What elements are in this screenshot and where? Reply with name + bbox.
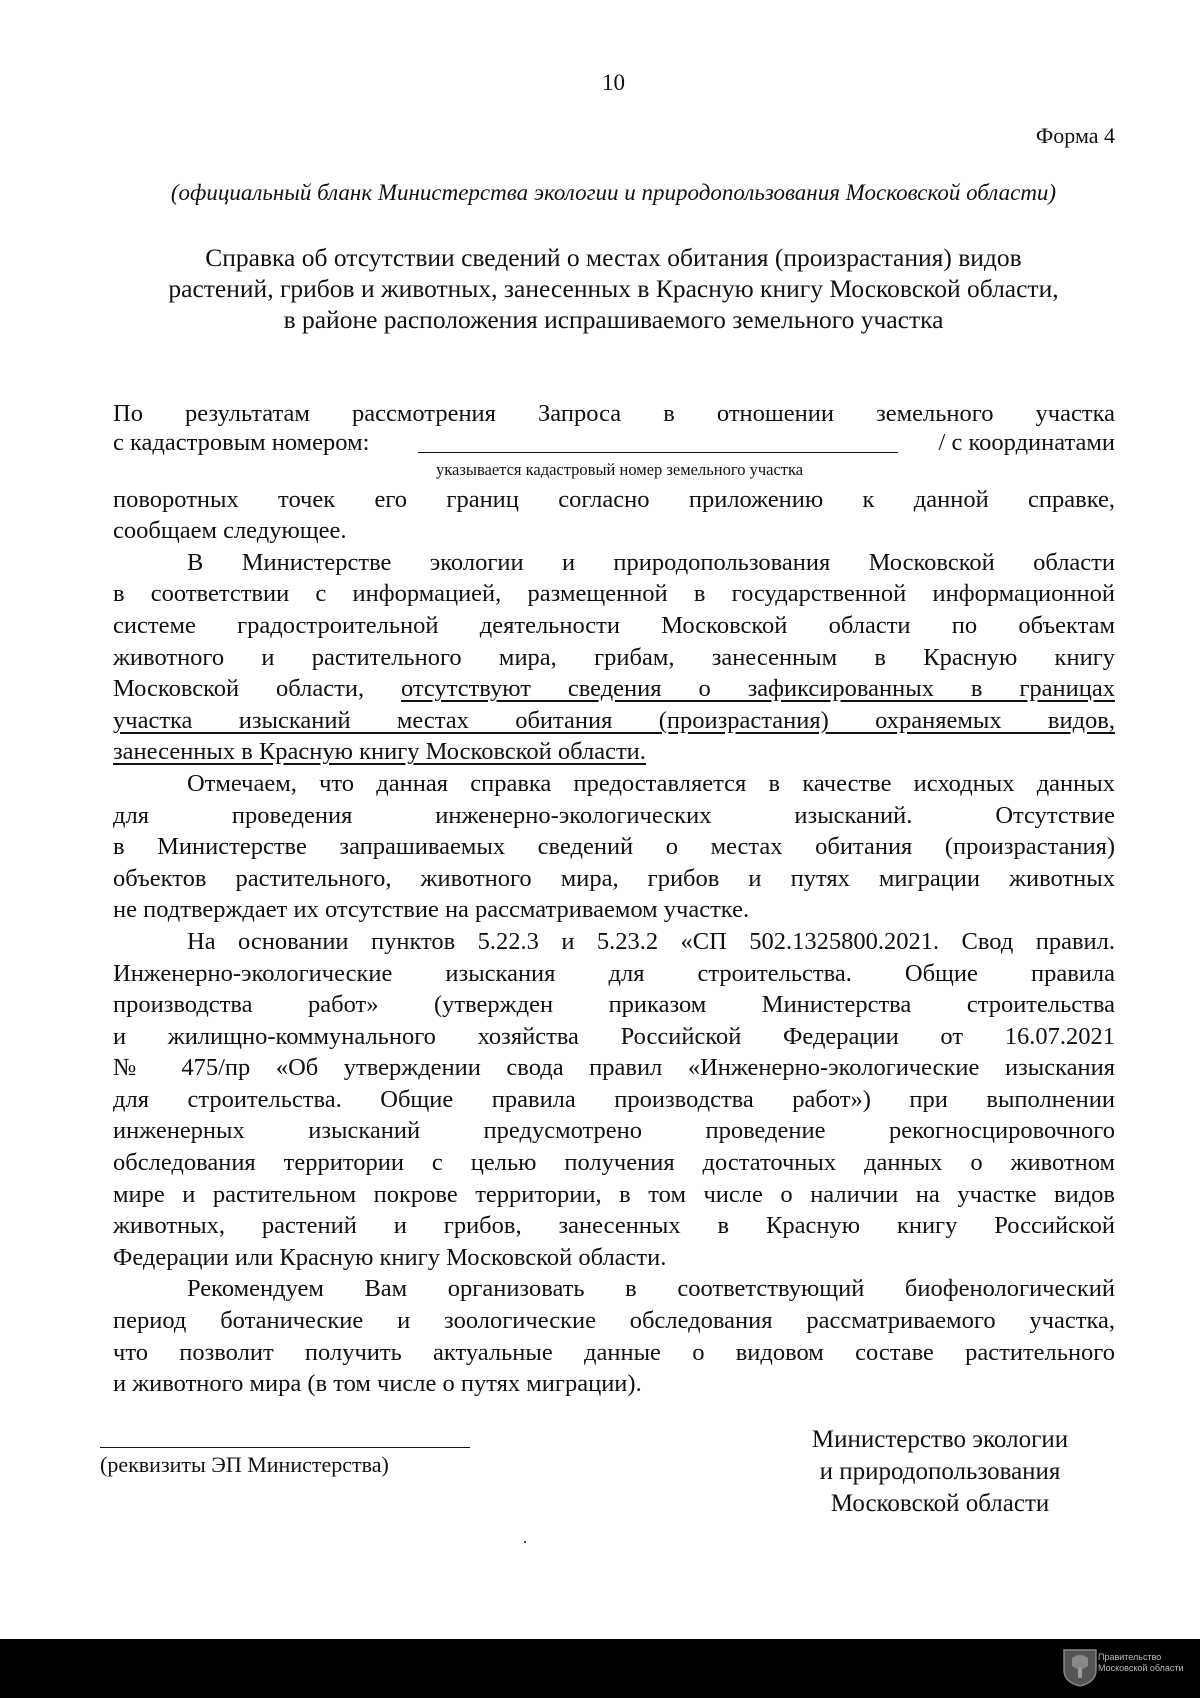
signature-rule xyxy=(100,1447,470,1448)
document-title xyxy=(100,242,1127,335)
coordinates-label: / с координатами xyxy=(938,428,1115,456)
paragraph-line: животного и растительного мира, грибам, занесенным в Красную книгу xyxy=(113,643,1115,671)
paragraph-line: Отмечаем, что данная справка предоставляется в качестве исходных данных xyxy=(187,769,1115,797)
page-number: 10 xyxy=(602,70,625,95)
paragraph-line xyxy=(113,673,1115,705)
paragraph-line: На основании пунктов 5.22.3 и 5.23.2 «СП 502.1325800.2021. Свод правил. xyxy=(187,927,1115,955)
ministry-line: и природопользования xyxy=(819,1458,1061,1485)
underlined-finding: участка изысканий местах обитания (произрастания) охраняемых видов, xyxy=(113,706,1115,734)
paragraph-line: объектов растительного, животного мира, грибов и путях миграции животных xyxy=(113,864,1115,892)
paragraph-line: производства работ» (утвержден приказом Министерства строительства xyxy=(113,991,1115,1019)
intro-line: сообщаем следующее. xyxy=(113,517,347,545)
official-letterhead-note: (официальный бланк Министерства экологии и природопользования Московской области) xyxy=(170,180,1057,205)
title-line: растений, грибов и животных, занесенных в Красную книгу Московской области, xyxy=(168,274,1059,303)
footer-caption xyxy=(1098,1652,1198,1674)
paragraph-line: мире и растительном покрове территории, в том числе о наличии на участке видов xyxy=(113,1180,1115,1208)
paragraph-line: обследования территории с целью получения достаточных данных о животном xyxy=(113,1149,1115,1177)
ministry-signature-block xyxy=(790,1424,1090,1520)
paragraph-line: и животного мира (в том числе о путях миграции). xyxy=(113,1370,642,1398)
paragraph-line: не подтверждает их отсутствие на рассматриваемом участке. xyxy=(113,896,750,924)
paragraph-line: для строительства. Общие правила производства работ») при выполнении xyxy=(113,1085,1115,1113)
cadastral-number-hint: указывается кадастровый номер земельного участка xyxy=(436,459,804,479)
footer-bar xyxy=(0,1639,1200,1698)
title-line: Справка об отсутствии сведений о местах обитания (произрастания) видов xyxy=(205,243,1022,272)
footer-caption-line: Правительство xyxy=(1098,1652,1162,1662)
cadastral-label: с кадастровым номером: xyxy=(113,428,370,456)
paragraph-line: период ботанические и зоологические обследования рассматриваемого участка, xyxy=(113,1307,1115,1335)
paragraph-line: № 475/пр «Об утверждении свода правил «Инженерно-экологические изыскания xyxy=(113,1054,1115,1082)
paragraph-line: Инженерно-экологические изыскания для строительства. Общие правила xyxy=(113,959,1115,987)
ministry-line: Московской области xyxy=(830,1490,1050,1517)
paragraph-line: Рекомендуем Вам организовать в соответствующий биофенологический xyxy=(187,1275,1115,1303)
paragraph-line: в Министерстве запрашиваемых сведений о местах обитания (произрастания) xyxy=(113,833,1115,861)
paragraph-line: животных, растений и грибов, занесенных в Красную книгу Российской xyxy=(113,1212,1115,1240)
paragraph-line: и жилищно-коммунального хозяйства Российской Федерации от 16.07.2021 xyxy=(113,1022,1115,1050)
paragraph-text: Московской области, xyxy=(113,675,401,703)
intro-line: По результатам рассмотрения Запроса в отношении земельного участка xyxy=(113,400,1115,427)
paragraph-line: для проведения инженерно-экологических изысканий. Отсутствие xyxy=(113,801,1115,829)
signature-caption: (реквизиты ЭП Министерства) xyxy=(100,1452,389,1477)
intro-line: поворотных точек его границ согласно приложению к данной справке, xyxy=(113,485,1115,513)
underlined-finding: отсутствуют сведения о зафиксированных в границах xyxy=(400,675,1115,703)
paragraph-line: инженерных изысканий предусмотрено проведение рекогносцировочного xyxy=(113,1117,1115,1145)
title-line: в районе расположения испрашиваемого земельного участка xyxy=(283,305,944,334)
paragraph-line: системе градостроительной деятельности Московской области по объектам xyxy=(113,611,1115,639)
cadastral-number-line xyxy=(113,430,1115,456)
paragraph-line: В Министерстве экологии и природопользования Московской области xyxy=(187,548,1115,576)
document-body xyxy=(113,398,1115,1400)
coat-of-arms-icon xyxy=(1060,1644,1100,1688)
paragraph-line: что позволит получить актуальные данные о видовом составе растительного xyxy=(113,1338,1115,1366)
ministry-line: Министерство экологии xyxy=(811,1426,1069,1453)
paragraph-line: Федерации или Красную книгу Московской области. xyxy=(113,1243,667,1271)
underlined-finding: занесенных в Красную книгу Московской области. xyxy=(113,738,646,766)
paragraph-line: в соответствии с информацией, размещенной в государственной информационной xyxy=(113,580,1115,608)
footer-caption-line: Московской области xyxy=(1098,1663,1184,1673)
cadastral-number-blank xyxy=(418,452,898,453)
scan-artifact xyxy=(524,1541,526,1543)
paragraph-line xyxy=(113,736,1115,768)
form-label: Форма 4 xyxy=(1035,123,1115,148)
